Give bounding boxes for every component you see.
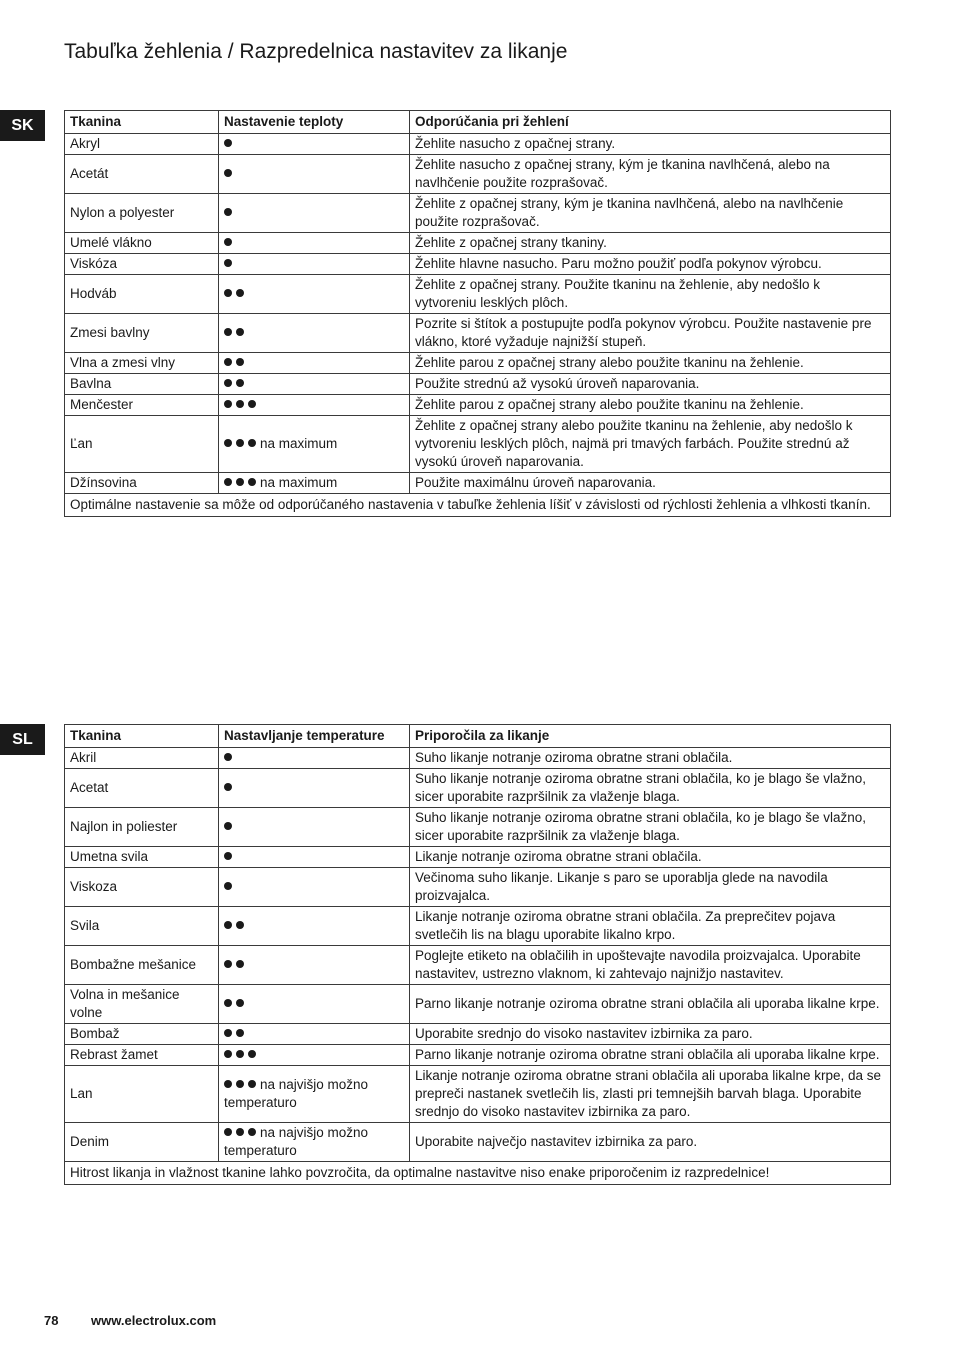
temperature-cell bbox=[219, 254, 410, 275]
table-row bbox=[65, 868, 891, 907]
advice-cell: Poglejte etiketo na oblačilih in upoštevajte navodila proizvajalca. Uporabite nastavitev, ustrezno vlaknom, ki zahtevajo najnižjo nastavitev. bbox=[410, 946, 891, 985]
header-advice: Odporúčania pri žehlení bbox=[410, 111, 891, 134]
advice-cell: Suho likanje notranje oziroma obratne strani oblačila. bbox=[410, 748, 891, 769]
table-note: Hitrost likanja in vlažnost tkanine lahko povzročita, da optimalne nastavitve niso enake priporočenim iz razpredelnice! bbox=[65, 1162, 891, 1185]
temperature-dot-icon bbox=[236, 999, 244, 1007]
advice-cell: Uporabite največjo nastavitev izbirnika za paro. bbox=[410, 1123, 891, 1162]
temperature-dot-icon bbox=[236, 289, 244, 297]
fabric-cell: Denim bbox=[65, 1123, 219, 1162]
footer-url: www.electrolux.com bbox=[91, 1313, 217, 1328]
advice-cell: Žehlite z opačnej strany, kým je tkanina navlhčená, alebo na navlhčenie použite rozprašovač. bbox=[410, 194, 891, 233]
temperature-cell bbox=[219, 1123, 410, 1162]
temperature-dot-icon bbox=[236, 400, 244, 408]
temperature-dot-icon bbox=[248, 1128, 256, 1136]
temperature-dot-icon bbox=[224, 139, 232, 147]
table-row bbox=[65, 473, 891, 494]
temperature-cell bbox=[219, 985, 410, 1024]
fabric-cell: Svila bbox=[65, 907, 219, 946]
table-row bbox=[65, 1045, 891, 1066]
table-row bbox=[65, 907, 891, 946]
header-temperature: Nastavljanje temperature bbox=[219, 725, 410, 748]
header-fabric: Tkanina bbox=[65, 111, 219, 134]
temperature-dot-icon bbox=[224, 478, 232, 486]
advice-cell: Žehlite z opačnej strany. Použite tkaninu na žehlenie, aby nedošlo k vytvoreniu lesklých plôch. bbox=[410, 275, 891, 314]
temperature-dot-icon bbox=[224, 1029, 232, 1037]
temperature-cell bbox=[219, 748, 410, 769]
table-row bbox=[65, 946, 891, 985]
temperature-cell bbox=[219, 374, 410, 395]
temperature-cell bbox=[219, 395, 410, 416]
advice-cell: Uporabite srednjo do visoko nastavitev izbirnika za paro. bbox=[410, 1024, 891, 1045]
table-header-row bbox=[65, 725, 891, 748]
temperature-cell bbox=[219, 275, 410, 314]
table-row bbox=[65, 395, 891, 416]
temperature-cell bbox=[219, 473, 410, 494]
table-row bbox=[65, 374, 891, 395]
temperature-dot-icon bbox=[224, 379, 232, 387]
header-fabric: Tkanina bbox=[65, 725, 219, 748]
table-note-row bbox=[65, 494, 891, 517]
temperature-dot-icon bbox=[236, 1080, 244, 1088]
temperature-dot-icon bbox=[224, 400, 232, 408]
fabric-cell: Najlon in poliester bbox=[65, 808, 219, 847]
advice-cell: Žehlite nasucho z opačnej strany. bbox=[410, 134, 891, 155]
advice-cell: Suho likanje notranje oziroma obratne strani oblačila, ko je blago še vlažno, sicer uporabite razpršilnik za vlaženje blaga. bbox=[410, 769, 891, 808]
temperature-cell bbox=[219, 233, 410, 254]
advice-cell: Žehlite hlavne nasucho. Paru možno použiť podľa pokynov výrobcu. bbox=[410, 254, 891, 275]
temperature-cell bbox=[219, 847, 410, 868]
advice-cell: Likanje notranje oziroma obratne strani oblačila. bbox=[410, 847, 891, 868]
fabric-cell: Vlna a zmesi vlny bbox=[65, 353, 219, 374]
fabric-cell: Acetat bbox=[65, 769, 219, 808]
table-row bbox=[65, 808, 891, 847]
temperature-dot-icon bbox=[224, 783, 232, 791]
fabric-cell: Menčester bbox=[65, 395, 219, 416]
temperature-dot-icon bbox=[224, 822, 232, 830]
fabric-cell: Viskóza bbox=[65, 254, 219, 275]
temperature-dot-icon bbox=[224, 169, 232, 177]
fabric-cell: Akril bbox=[65, 748, 219, 769]
table-row bbox=[65, 1024, 891, 1045]
table-note-row bbox=[65, 1162, 891, 1185]
header-temperature: Nastavenie teploty bbox=[219, 111, 410, 134]
temperature-cell bbox=[219, 353, 410, 374]
temperature-dot-icon bbox=[236, 960, 244, 968]
temperature-dot-icon bbox=[224, 882, 232, 890]
table-note: Optimálne nastavenie sa môže od odporúčaného nastavenia v tabuľke žehlenia líšiť v závislosti od rýchlosti žehlenia a vlhkosti tkanín. bbox=[65, 494, 891, 517]
fabric-cell: Džínsovina bbox=[65, 473, 219, 494]
table-header-row bbox=[65, 111, 891, 134]
table-row bbox=[65, 847, 891, 868]
fabric-cell: Umelé vlákno bbox=[65, 233, 219, 254]
temperature-extra: na najvišjo možno temperaturo bbox=[224, 1125, 369, 1158]
fabric-cell: Zmesi bavlny bbox=[65, 314, 219, 353]
advice-cell: Likanje notranje oziroma obratne strani oblačila. Za preprečitev pojava svetlečih lis na blagu uporabite likalno krpo. bbox=[410, 907, 891, 946]
language-tab-sk: SK bbox=[0, 110, 45, 141]
temperature-dot-icon bbox=[236, 1050, 244, 1058]
table-row bbox=[65, 275, 891, 314]
temperature-dot-icon bbox=[248, 1050, 256, 1058]
table-row bbox=[65, 194, 891, 233]
table-row bbox=[65, 314, 891, 353]
fabric-cell: Bombažne mešanice bbox=[65, 946, 219, 985]
temperature-dot-icon bbox=[224, 852, 232, 860]
temperature-dot-icon bbox=[224, 439, 232, 447]
temperature-cell bbox=[219, 1045, 410, 1066]
fabric-cell: Rebrast žamet bbox=[65, 1045, 219, 1066]
header-advice: Priporočila za likanje bbox=[410, 725, 891, 748]
temperature-cell bbox=[219, 314, 410, 353]
temperature-dot-icon bbox=[248, 439, 256, 447]
temperature-cell bbox=[219, 907, 410, 946]
temperature-dot-icon bbox=[248, 478, 256, 486]
table-row bbox=[65, 254, 891, 275]
temperature-cell bbox=[219, 946, 410, 985]
page-number: 78 bbox=[44, 1313, 59, 1328]
temperature-cell bbox=[219, 134, 410, 155]
ironing-table-sl bbox=[64, 724, 891, 1185]
advice-cell: Suho likanje notranje oziroma obratne strani oblačila, ko je blago še vlažno, sicer uporabite razpršilnik za vlaženje blaga. bbox=[410, 808, 891, 847]
temperature-dot-icon bbox=[236, 439, 244, 447]
fabric-cell: Bombaž bbox=[65, 1024, 219, 1045]
temperature-cell bbox=[219, 868, 410, 907]
temperature-dot-icon bbox=[236, 478, 244, 486]
fabric-cell: Viskoza bbox=[65, 868, 219, 907]
temperature-dot-icon bbox=[224, 289, 232, 297]
table-row bbox=[65, 233, 891, 254]
temperature-dot-icon bbox=[224, 1080, 232, 1088]
table-row bbox=[65, 1066, 891, 1123]
advice-cell: Žehlite z opačnej strany alebo použite tkaninu na žehlenie, aby nedošlo k vytvoreniu lesklých plôch, najmä pri tmavých farbách. Použite strednú až vysokú úroveň naparovania. bbox=[410, 416, 891, 473]
fabric-cell: Ľan bbox=[65, 416, 219, 473]
temperature-dot-icon bbox=[236, 1029, 244, 1037]
table-row bbox=[65, 416, 891, 473]
page-title: Tabuľka žehlenia / Razpredelnica nastavitev za likanje bbox=[64, 40, 568, 63]
fabric-cell: Akryl bbox=[65, 134, 219, 155]
temperature-dot-icon bbox=[224, 921, 232, 929]
temperature-dot-icon bbox=[236, 328, 244, 336]
table-row bbox=[65, 155, 891, 194]
temperature-cell bbox=[219, 769, 410, 808]
fabric-cell: Umetna svila bbox=[65, 847, 219, 868]
table-row bbox=[65, 748, 891, 769]
advice-cell: Parno likanje notranje oziroma obratne strani oblačila ali uporaba likalne krpe. bbox=[410, 985, 891, 1024]
fabric-cell: Nylon a polyester bbox=[65, 194, 219, 233]
table-row bbox=[65, 985, 891, 1024]
fabric-cell: Volna in mešanice volne bbox=[65, 985, 219, 1024]
temperature-extra: na maximum bbox=[260, 436, 338, 451]
temperature-cell bbox=[219, 416, 410, 473]
temperature-dot-icon bbox=[224, 208, 232, 216]
table-row bbox=[65, 353, 891, 374]
advice-cell: Žehlite parou z opačnej strany alebo použite tkaninu na žehlenie. bbox=[410, 353, 891, 374]
fabric-cell: Hodváb bbox=[65, 275, 219, 314]
advice-cell: Večinoma suho likanje. Likanje s paro se uporablja glede na navodila proizvajalca. bbox=[410, 868, 891, 907]
temperature-dot-icon bbox=[224, 960, 232, 968]
temperature-cell bbox=[219, 1024, 410, 1045]
advice-cell: Pozrite si štítok a postupujte podľa pokynov výrobcu. Použite nastavenie pre vlákno, ktoré vyžaduje najnižší stupeň. bbox=[410, 314, 891, 353]
temperature-extra: na maximum bbox=[260, 475, 338, 490]
temperature-dot-icon bbox=[224, 328, 232, 336]
advice-cell: Žehlite parou z opačnej strany alebo použite tkaninu na žehlenie. bbox=[410, 395, 891, 416]
temperature-dot-icon bbox=[236, 358, 244, 366]
language-tab-sl: SL bbox=[0, 724, 45, 755]
temperature-dot-icon bbox=[224, 999, 232, 1007]
temperature-cell bbox=[219, 155, 410, 194]
fabric-cell: Lan bbox=[65, 1066, 219, 1123]
table-row bbox=[65, 134, 891, 155]
fabric-cell: Acetát bbox=[65, 155, 219, 194]
advice-cell: Použite strednú až vysokú úroveň naparovania. bbox=[410, 374, 891, 395]
advice-cell: Likanje notranje oziroma obratne strani oblačila ali uporaba likalne krpe, da se prepreči nastanek svetlečih lis, zlasti pri temnejših barvah blaga. Uporabite srednjo do visoko nastavitev izbirnika za paro. bbox=[410, 1066, 891, 1123]
ironing-table-sk bbox=[64, 110, 891, 517]
advice-cell: Použite maximálnu úroveň naparovania. bbox=[410, 473, 891, 494]
temperature-dot-icon bbox=[224, 1128, 232, 1136]
temperature-dot-icon bbox=[248, 400, 256, 408]
table-row bbox=[65, 1123, 891, 1162]
advice-cell: Žehlite nasucho z opačnej strany, kým je tkanina navlhčená, alebo na navlhčenie použite rozprašovač. bbox=[410, 155, 891, 194]
advice-cell: Žehlite z opačnej strany tkaniny. bbox=[410, 233, 891, 254]
temperature-dot-icon bbox=[224, 1050, 232, 1058]
temperature-extra: na najvišjo možno temperaturo bbox=[224, 1077, 369, 1110]
advice-cell: Parno likanje notranje oziroma obratne strani oblačila ali uporaba likalne krpe. bbox=[410, 1045, 891, 1066]
temperature-dot-icon bbox=[236, 379, 244, 387]
temperature-dot-icon bbox=[224, 259, 232, 267]
temperature-dot-icon bbox=[224, 358, 232, 366]
temperature-cell bbox=[219, 194, 410, 233]
temperature-cell bbox=[219, 1066, 410, 1123]
temperature-dot-icon bbox=[236, 1128, 244, 1136]
temperature-dot-icon bbox=[224, 753, 232, 761]
temperature-dot-icon bbox=[236, 921, 244, 929]
fabric-cell: Bavlna bbox=[65, 374, 219, 395]
temperature-cell bbox=[219, 808, 410, 847]
table-row bbox=[65, 769, 891, 808]
temperature-dot-icon bbox=[224, 238, 232, 246]
temperature-dot-icon bbox=[248, 1080, 256, 1088]
